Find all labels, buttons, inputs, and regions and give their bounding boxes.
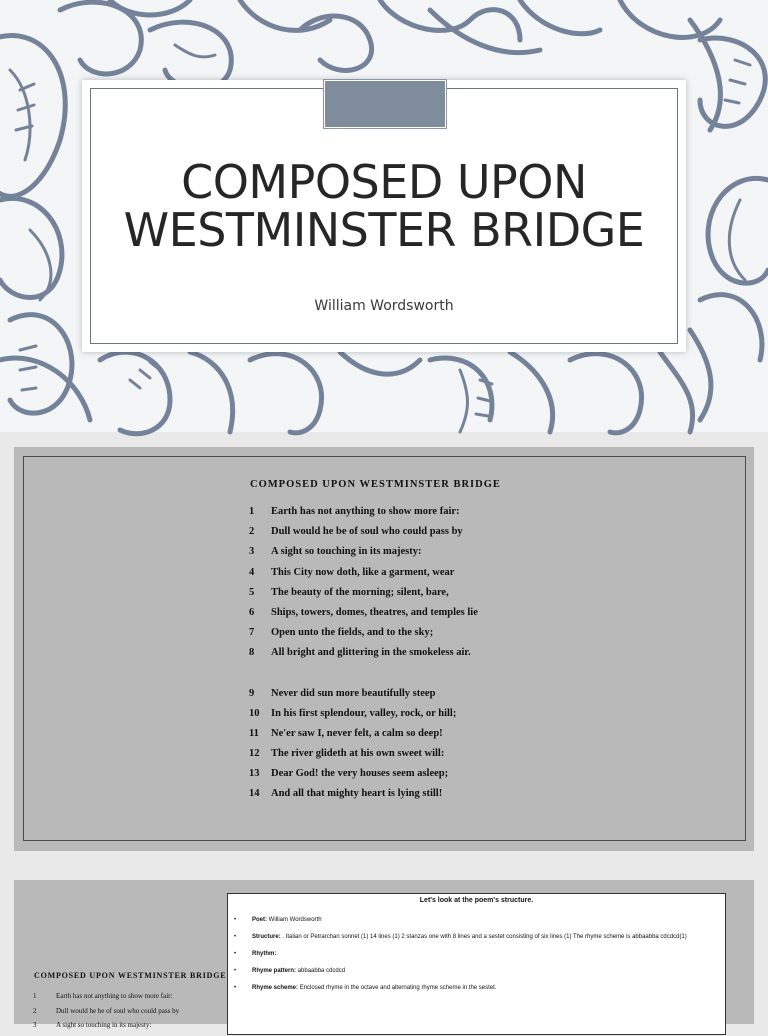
structure-heading: Let's look at the poem's structure.: [419, 897, 534, 904]
structure-item-label: Rhyme scheme:: [252, 985, 299, 991]
poem-line: [249, 688, 478, 708]
bullet-icon: •: [234, 917, 237, 923]
poem-line: [249, 607, 478, 627]
line-number: 9: [249, 687, 255, 699]
poem-line: [249, 506, 478, 526]
line-number: 2: [249, 526, 255, 538]
line-text: Open unto the fields, and to the sky;: [271, 627, 434, 639]
line-number: 3: [33, 1021, 37, 1030]
structure-slide: [14, 880, 754, 1030]
line-number: 5: [249, 586, 255, 598]
title-accent-tab: [324, 80, 446, 128]
line-text: A sight so touching in its majesty:: [271, 546, 422, 558]
slide-title: [82, 155, 686, 257]
poem-line: [249, 708, 478, 728]
poem-line: [33, 1007, 179, 1022]
line-text: In his first splendour, valley, rock, or hill;: [271, 707, 457, 719]
line-text: And all that mighty heart is lying still!: [271, 788, 443, 800]
poem-line: [249, 546, 478, 566]
bullet-icon: •: [234, 951, 237, 957]
title-card: [82, 80, 686, 352]
structure-item-text: William Wordsworth: [267, 917, 322, 923]
line-text: Ne'er saw I, never felt, a calm so deep!: [271, 727, 443, 739]
bullet-icon: •: [234, 985, 237, 991]
slide-title-line2: WESTMINSTER BRIDGE: [123, 203, 645, 257]
structure-item-text: . Italian or Petrarchan sonnet (1) 14 lines (1) 2 stanzas one with 8 lines and a sestet consisting of six lines (1) The rhyme scheme is abbaabba cdcdcd(1): [280, 934, 687, 940]
poem-title: COMPOSED UPON WESTMINSTER BRIDGE: [250, 479, 501, 490]
structure-list: [234, 916, 704, 1001]
structure-poem-lines: [33, 992, 179, 1036]
structure-item: [234, 950, 704, 958]
poem-slide: [14, 447, 754, 851]
line-number: 12: [249, 748, 260, 760]
line-text: Earth has not anything to show more fair:: [56, 992, 173, 1000]
line-number: 8: [249, 647, 255, 659]
line-number: 2: [33, 1006, 37, 1015]
line-text: Never did sun more beautifully steep: [271, 687, 436, 699]
structure-item: [234, 933, 704, 941]
poem-line: [249, 788, 478, 808]
structure-item: [234, 984, 704, 992]
slide-subtitle-author: William Wordsworth: [314, 298, 454, 314]
line-number: 11: [249, 727, 259, 739]
line-text: Dear God! the very houses seem asleep;: [271, 768, 449, 780]
poem-line: [249, 526, 478, 546]
poem-line: [249, 567, 478, 587]
structure-panel: [227, 893, 726, 1035]
structure-item: [234, 916, 704, 924]
structure-item: [234, 967, 704, 975]
line-text: The beauty of the morning; silent, bare,: [271, 586, 449, 598]
poem-line: [33, 1021, 179, 1036]
structure-item-label: Structure:: [252, 934, 281, 940]
poem-lines-list: [249, 506, 478, 809]
line-text: Dull would he be of soul who could pass by: [271, 526, 463, 538]
line-number: 10: [249, 707, 260, 719]
structure-poem-title: COMPOSED UPON WESTMINSTER BRIDGE: [34, 971, 227, 980]
line-number: 13: [249, 768, 260, 780]
line-text: The river glideth at his own sweet will:: [271, 748, 445, 760]
poem-line: [33, 992, 179, 1007]
poem-line: [249, 647, 478, 667]
bullet-icon: •: [234, 934, 237, 940]
structure-item-text: abbaabba cdcdcd: [296, 968, 346, 974]
line-number: 7: [249, 627, 255, 639]
line-number: 4: [249, 566, 255, 578]
bullet-icon: •: [234, 968, 237, 974]
line-text: Dull would he be of soul who could pass by: [56, 1006, 180, 1015]
stanza-break: [249, 668, 478, 688]
title-slide: [0, 0, 768, 432]
line-number: 14: [249, 788, 260, 800]
poem-line: [249, 728, 478, 748]
line-number: 3: [249, 546, 255, 558]
structure-item-label: Rhyme pattern:: [252, 968, 297, 974]
line-text: All bright and glittering in the smokeless air.: [271, 647, 471, 659]
poem-line: [249, 748, 478, 768]
line-number: 6: [249, 606, 255, 618]
structure-item-label: Rhythm:: [252, 951, 277, 957]
poem-line: [249, 627, 478, 647]
structure-item-label: Poet:: [252, 917, 267, 923]
poem-line: [249, 587, 478, 607]
line-text: This City now doth, like a garment, wear: [271, 566, 455, 578]
line-number: 1: [33, 992, 37, 1000]
structure-item-text: Enclosed rhyme in the octave and alternating rhyme scheme in the sestet.: [298, 985, 497, 991]
line-text: Ships, towers, domes, theatres, and temples lie: [271, 606, 478, 618]
line-text: A sight so touching in its majesty:: [56, 1021, 152, 1030]
slide-title-line1: COMPOSED UPON: [181, 155, 587, 209]
poem-line: [249, 768, 478, 788]
line-text: Earth has not anything to show more fair:: [271, 506, 460, 517]
line-number: 1: [249, 506, 255, 517]
